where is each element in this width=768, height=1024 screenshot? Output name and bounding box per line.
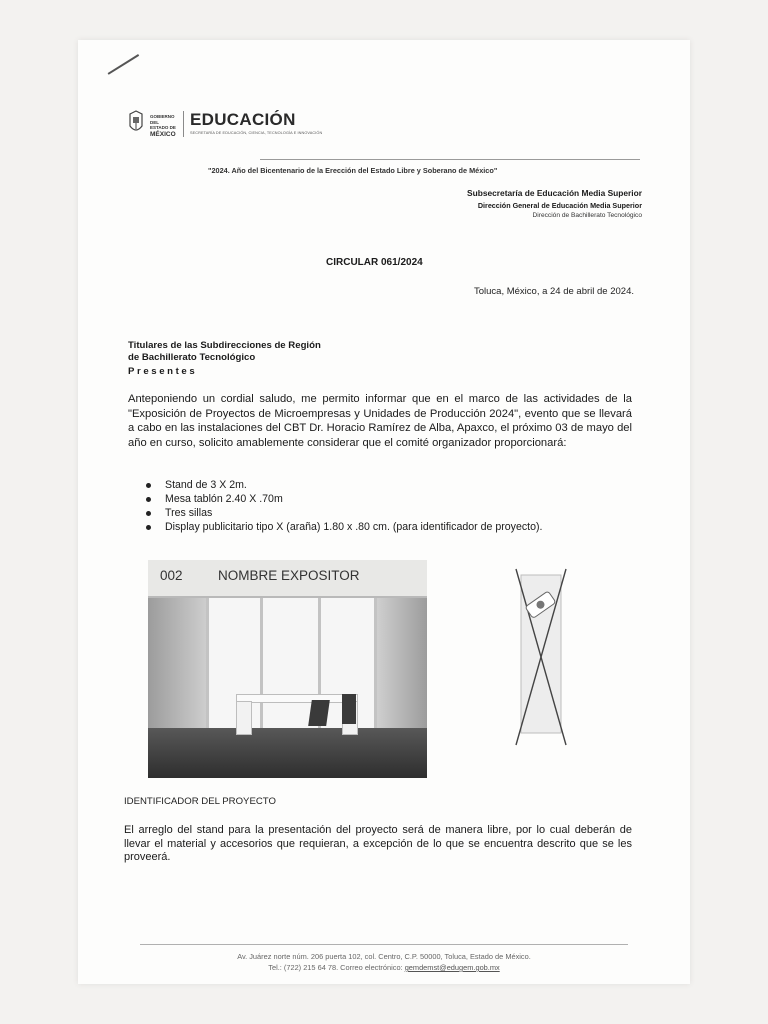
stand-table: [236, 694, 358, 703]
stand-floor: [148, 728, 427, 778]
stand-chair: [308, 700, 330, 726]
recipient-line-2: de Bachillerato Tecnológico: [128, 352, 256, 363]
closing-paragraph: El arreglo del stand para la presentación del proyecto será de manera libre, por lo cual deberán de llevar el material y accesorios que requieran, a excepción de lo que se encuentra descrito que se les proveerá.: [124, 824, 632, 863]
x-banner-display-icon: [513, 567, 569, 747]
stand-post: [260, 598, 263, 730]
sender-direccion-general: Dirección General de Educación Media Superior: [477, 201, 642, 210]
list-item: Tres sillas: [146, 506, 542, 520]
header-rule: [260, 159, 640, 160]
government-logo-text: [150, 114, 182, 138]
recipient-block: [128, 340, 321, 364]
stand-post: [374, 598, 377, 730]
stand-table-leg: [236, 701, 252, 735]
list-item: Stand de 3 X 2m.: [146, 478, 542, 492]
sender-direccion: Dirección de Bachillerato Tecnológico: [532, 212, 642, 219]
gov-line-3: MÉXICO: [150, 130, 176, 138]
provided-items-list: [146, 478, 542, 534]
footer-rule: [140, 944, 628, 945]
footer-address: Av. Juárez norte núm. 206 puerta 102, col. Centro, C.P. 50000, Toluca, Estado de México.: [237, 952, 531, 961]
stand-post: [206, 598, 209, 730]
year-motto: "2024. Año del Bicentenario de la Erección del Estado Libre y Soberano de México": [208, 166, 498, 175]
state-seal-icon: [128, 110, 144, 136]
list-item: Mesa tablón 2.40 X .70m: [146, 492, 542, 506]
footer-email-link[interactable]: gemdemst@edugem.gob.mx: [404, 963, 500, 972]
gov-line-1: GOBIERNO DEL: [150, 114, 175, 125]
circular-number: CIRCULAR 061/2024: [326, 257, 423, 268]
place-date: Toluca, México, a 24 de abril de 2024.: [473, 286, 634, 297]
logo-divider: [183, 111, 184, 137]
body-paragraph: Anteponiendo un cordial saludo, me permito informar que en el marco de las actividades de la "Exposición de Proyectos de Microempresas y Unidades de Producción 2024", evento que se llevará a cabo en las instalaciones del CBT Dr. Horacio Ramírez de Alba, Apaxco, el próximo 03 de mayo del año en curso, solicito amablemente considerar que el comité organizador proporcionará:: [128, 393, 632, 449]
gov-line-2: ESTADO DE: [150, 125, 176, 130]
footer-contact: [0, 963, 768, 972]
education-brand-subtitle: SECRETARÍA DE EDUCACIÓN, CIENCIA, TECNOLOGÍA E INNOVACIÓN: [190, 131, 323, 135]
recipient-presentes: Presentes: [128, 366, 198, 377]
stand-number: 002: [160, 568, 183, 583]
stand-photo: [148, 560, 427, 778]
footer-phone: Tel.: (722) 215 64 78. Correo electrónico:: [268, 963, 403, 972]
stand-chair: [342, 694, 356, 724]
education-brand: EDUCACIÓN: [190, 110, 296, 129]
sender-subsecretaria: Subsecretaría de Educación Media Superior: [467, 188, 642, 198]
recipient-line-1: Titulares de las Subdirecciones de Región: [128, 340, 321, 351]
stand-fascia: [148, 560, 427, 598]
identifier-caption: IDENTIFICADOR DEL PROYECTO: [124, 796, 276, 807]
list-item: Display publicitario tipo X (araña) 1.80 x .80 cm. (para identificador de proyecto).: [146, 520, 542, 534]
stand-exhibitor-name: NOMBRE EXPOSITOR: [218, 568, 360, 583]
